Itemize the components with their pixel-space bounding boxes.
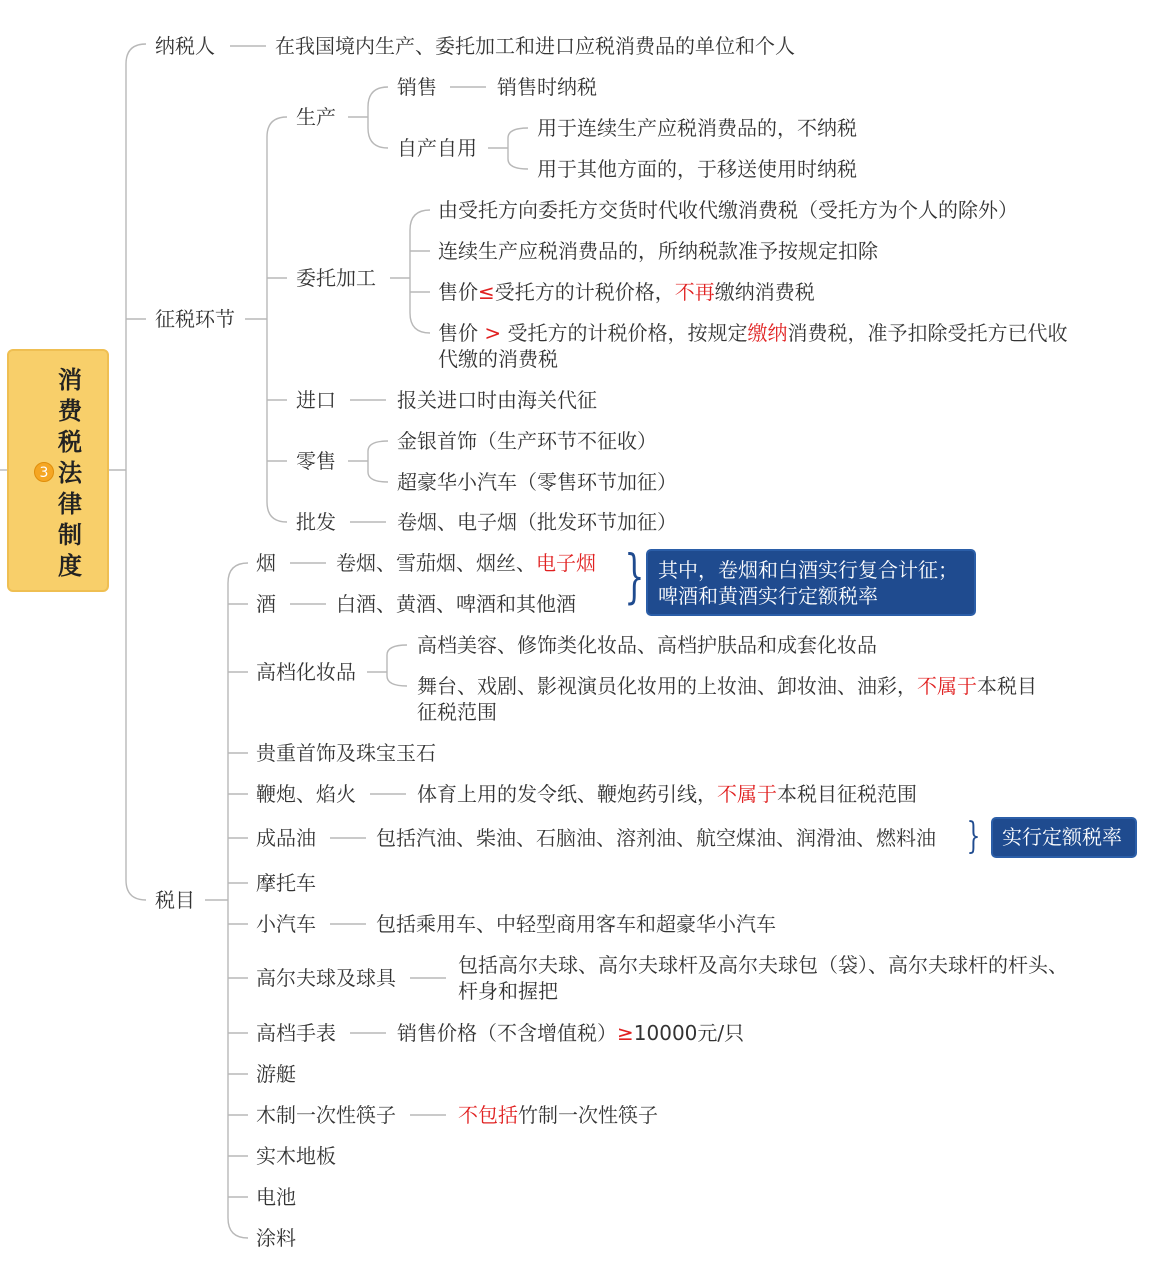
retail-node[interactable]: 零售 <box>296 449 336 473</box>
motorcycle-node[interactable]: 摩托车 <box>256 871 316 895</box>
golf-node[interactable]: 高尔夫球及球具 <box>256 966 396 990</box>
battery-node[interactable]: 电池 <box>256 1185 296 1209</box>
liquor-node[interactable]: 酒 <box>256 592 276 616</box>
liquor-desc[interactable]: 白酒、黄酒、啤酒和其他酒 <box>336 592 576 616</box>
tobacco-desc[interactable]: 卷烟、雪茄烟、烟丝、电子烟 <box>336 551 596 575</box>
stages-node[interactable]: 征税环节 <box>155 307 235 331</box>
import-node[interactable]: 进口 <box>296 388 336 412</box>
note-tobacco-liquor[interactable]: 其中，卷烟和白酒实行复合计征； 啤酒和黄酒实行定额税率 <box>646 549 976 616</box>
oil-desc[interactable]: 包括汽油、柴油、石脑油、溶剂油、航空煤油、润滑油、燃料油 <box>376 826 936 850</box>
wholesale-node[interactable]: 批发 <box>296 510 336 534</box>
brace-icon: } <box>966 816 981 857</box>
wholesale-desc[interactable]: 卷烟、电子烟（批发环节加征） <box>397 510 677 534</box>
self-use-node[interactable]: 自产自用 <box>397 136 477 160</box>
processing-item-1[interactable]: 由受托方向委托方交货时代收代缴消费税（受托方为个人的除外） <box>438 198 1018 222</box>
self-use-item-1[interactable]: 用于连续生产应税消费品的，不纳税 <box>537 116 857 140</box>
sale-node[interactable]: 销售 <box>397 75 437 99</box>
sale-desc[interactable]: 销售时纳税 <box>497 75 597 99</box>
production-node[interactable]: 生产 <box>296 105 336 129</box>
root-title: 消费税法律制度 <box>58 366 82 580</box>
tobacco-node[interactable]: 烟 <box>256 551 276 575</box>
brace-icon: } <box>624 542 645 610</box>
cosmetics-item-1[interactable]: 高档美容、修饰类化妆品、高档护肤品和成套化妆品 <box>417 633 877 657</box>
paint-node[interactable]: 涂料 <box>256 1226 296 1250</box>
retail-item-1[interactable]: 金银首饰（生产环节不征收） <box>397 429 657 453</box>
processing-item-3[interactable]: 售价≤受托方的计税价格，不再缴纳消费税 <box>438 280 815 304</box>
yacht-node[interactable]: 游艇 <box>256 1062 296 1086</box>
chopsticks-desc[interactable]: 不包括竹制一次性筷子 <box>458 1103 658 1127</box>
cosmetics-item-2[interactable]: 舞台、戏剧、影视演员化妆用的上妆油、卸妆油、油彩，不属于本税目 征税范围 <box>417 674 1037 724</box>
import-desc[interactable]: 报关进口时由海关代征 <box>397 388 597 412</box>
cosmetics-node[interactable]: 高档化妆品 <box>256 660 356 684</box>
golf-desc[interactable]: 包括高尔夫球、高尔夫球杆及高尔夫球包（袋）、高尔夫球杆的杆头、 杆身和握把 <box>458 953 1068 1003</box>
taxpayer-node[interactable]: 纳税人 <box>155 34 215 58</box>
note-oil[interactable]: 实行定额税率 <box>991 817 1137 858</box>
items-node[interactable]: 税目 <box>155 888 195 912</box>
watch-desc[interactable]: 销售价格（不含增值税）≥10000元/只 <box>397 1021 745 1045</box>
car-node[interactable]: 小汽车 <box>256 912 316 936</box>
root-node[interactable] <box>7 349 109 592</box>
watch-node[interactable]: 高档手表 <box>256 1021 336 1045</box>
chopsticks-node[interactable]: 木制一次性筷子 <box>256 1103 396 1127</box>
floor-node[interactable]: 实木地板 <box>256 1144 336 1168</box>
processing-node[interactable]: 委托加工 <box>296 266 376 290</box>
root-badge: 3 <box>34 462 54 482</box>
firecrackers-node[interactable]: 鞭炮、焰火 <box>256 782 356 806</box>
car-desc[interactable]: 包括乘用车、中轻型商用客车和超豪华小汽车 <box>376 912 776 936</box>
firecrackers-desc[interactable]: 体育上用的发令纸、鞭炮药引线，不属于本税目征税范围 <box>417 782 917 806</box>
taxpayer-desc[interactable]: 在我国境内生产、委托加工和进口应税消费品的单位和个人 <box>275 34 795 58</box>
jewelry-node[interactable]: 贵重首饰及珠宝玉石 <box>256 741 436 765</box>
self-use-item-2[interactable]: 用于其他方面的，于移送使用时纳税 <box>537 157 857 181</box>
processing-item-2[interactable]: 连续生产应税消费品的，所纳税款准予按规定扣除 <box>438 239 878 263</box>
retail-item-2[interactable]: 超豪华小汽车（零售环节加征） <box>397 470 677 494</box>
oil-node[interactable]: 成品油 <box>256 826 316 850</box>
processing-item-4[interactable]: 售价 > 受托方的计税价格，按规定缴纳消费税，准予扣除受托方已代收 代缴的消费税 <box>438 321 1068 371</box>
